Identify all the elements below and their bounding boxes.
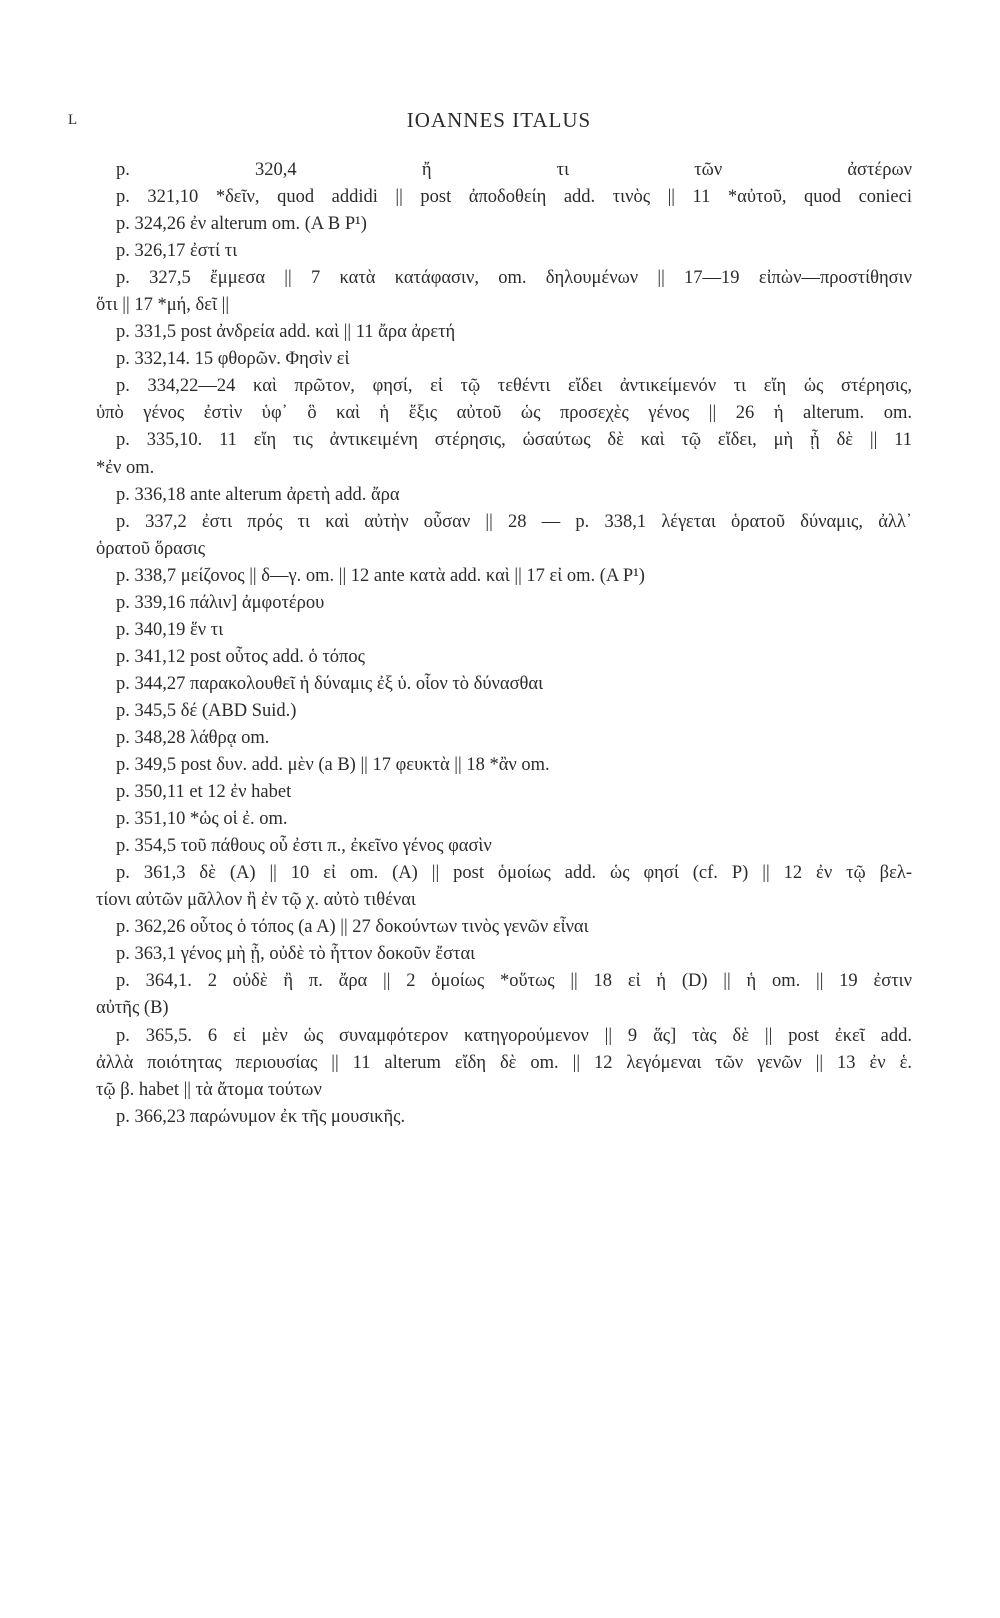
page-number: L bbox=[68, 112, 79, 128]
apparatus-line: p. 320,4 ἤ τι τῶν ἀστέρων bbox=[116, 160, 912, 180]
apparatus-line: p. 334,22—24 καὶ πρῶτον, φησί, εἰ τῷ τεθέντι εἴδει ἀντικείμενόν τι εἴη ὡς στέρησις, bbox=[116, 376, 912, 397]
apparatus-line: p. 344,27 παρακολουθεῖ ἡ δύναμις ἐξ ὑ. οἷον τὸ δύνασθαι bbox=[116, 673, 544, 694]
apparatus-line: p. 321,10 *δεῖν, quod addidi || post ἀποδοθείη add. τινὸς || 11 *αὐτοῦ, quod conieci bbox=[116, 187, 912, 208]
apparatus-line: p. 341,12 post οὗτος add. ὁ τόπος bbox=[116, 646, 365, 667]
apparatus-line: p. 326,17 ἐστί τι bbox=[116, 241, 238, 262]
apparatus-line: p. 366,23 παρώνυμον ἐκ τῆς μουσικῆς. bbox=[116, 1106, 406, 1127]
apparatus-line: p. 349,5 post δυν. add. μὲν (a B) || 17 φευκτὰ || 18 *ἂν om. bbox=[116, 755, 550, 776]
apparatus-line: p. 362,26 οὗτος ὁ τόπος (a A) || 27 δοκούντων τινὸς γενῶν εἶναι bbox=[116, 917, 589, 938]
apparatus-line: p. 363,1 γένος μὴ ᾖ, οὐδὲ τὸ ἧττον δοκοῦν ἔσται bbox=[116, 944, 476, 965]
apparatus-line: p. 327,5 ἔμμεσα || 7 κατὰ κατάφασιν, om. δηλουμένων || 17—19 εἰπὼν—προστίθησιν bbox=[116, 268, 912, 289]
apparatus-line: *ἐν om. bbox=[96, 457, 155, 478]
apparatus-line: p. 339,16 πάλιν] ἀμφοτέρου bbox=[116, 592, 325, 613]
apparatus-line: p. 350,11 et 12 ἐν habet bbox=[116, 782, 292, 803]
apparatus-line: p. 324,26 ἐν alterum om. (A B P¹) bbox=[116, 214, 367, 235]
apparatus-line: ὁρατοῦ ὅρασις bbox=[96, 538, 206, 559]
apparatus-line: p. 361,3 δὲ (A) || 10 εἰ om. (A) || post ὁμοίως add. ὡς φησί (cf. P) || 12 ἐν τῷ βελ- bbox=[116, 863, 912, 884]
apparatus-line: p. 351,10 *ὡς οἱ ἐ. om. bbox=[116, 809, 288, 830]
apparatus-line: p. 365,5. 6 εἰ μὲν ὡς συναμφότερον κατηγορούμενον || 9 ἅς] τὰς δὲ || post ἐκεῖ add. bbox=[116, 1025, 912, 1046]
apparatus-line: ἀλλὰ ποιότητας περιουσίας || 11 alterum εἴδη δὲ om. || 12 λεγόμεναι τῶν γενῶν || 13 ἐν ἑ. bbox=[96, 1052, 912, 1073]
apparatus-line: τῷ β. habet || τὰ ἄτομα τούτων bbox=[96, 1079, 322, 1100]
apparatus-line: ὑπὸ γένος ἐστὶν ὑφ᾽ ὃ καὶ ἡ ἕξις αὐτοῦ ὡς προσεχὲς γένος || 26 ἡ alterum. om. bbox=[96, 403, 912, 424]
critical-apparatus bbox=[96, 157, 912, 1131]
apparatus-line: αὐτῆς (B) bbox=[96, 998, 169, 1019]
apparatus-line: p. 337,2 ἐστι πρός τι καὶ αὐτὴν οὖσαν || 28 — p. 338,1 λέγεται ὁρατοῦ δύναμις, ἀλλ᾽ bbox=[116, 511, 912, 532]
apparatus-line: p. 340,19 ἕν τι bbox=[116, 619, 224, 640]
apparatus-line: τίονι αὐτῶν μᾶλλον ἢ ἐν τῷ χ. αὐτὸ τιθέναι bbox=[96, 890, 416, 911]
apparatus-line: p. 331,5 post ἀνδρεία add. καὶ || 11 ἄρα ἀρετή bbox=[116, 322, 456, 343]
apparatus-line: p. 364,1. 2 οὐδὲ ἢ π. ἄρα || 2 ὁμοίως *οὕτως || 18 εἰ ἡ (D) || ἡ om. || 19 ἐστιν bbox=[116, 971, 912, 992]
apparatus-line: p. 354,5 τοῦ πάθους οὗ ἐστι π., ἐκεῖνο γένος φασὶν bbox=[116, 836, 492, 857]
apparatus-line: p. 335,10. 11 εἴη τις ἀντικειμένη στέρησις, ὡσαύτως δὲ καὶ τῷ εἴδει, μὴ ᾖ δὲ || 11 bbox=[116, 430, 912, 451]
apparatus-line: ὅτι || 17 *μή, δεῖ || bbox=[96, 295, 230, 316]
apparatus-line: p. 338,7 μείζονος || δ—γ. om. || 12 ante κατὰ add. καὶ || 17 εἰ om. (A P¹) bbox=[116, 565, 645, 586]
apparatus-line: p. 332,14. 15 φθορῶν. Φησὶν εἰ bbox=[116, 349, 350, 370]
apparatus-line: p. 345,5 δέ (ABD Suid.) bbox=[116, 700, 297, 721]
running-head bbox=[68, 108, 930, 138]
apparatus-line: p. 336,18 ante alterum ἀρετὴ add. ἄρα bbox=[116, 484, 400, 505]
apparatus-line: p. 348,28 λάθρᾳ om. bbox=[116, 727, 270, 748]
running-title: IOANNES ITALUS bbox=[406, 108, 592, 132]
